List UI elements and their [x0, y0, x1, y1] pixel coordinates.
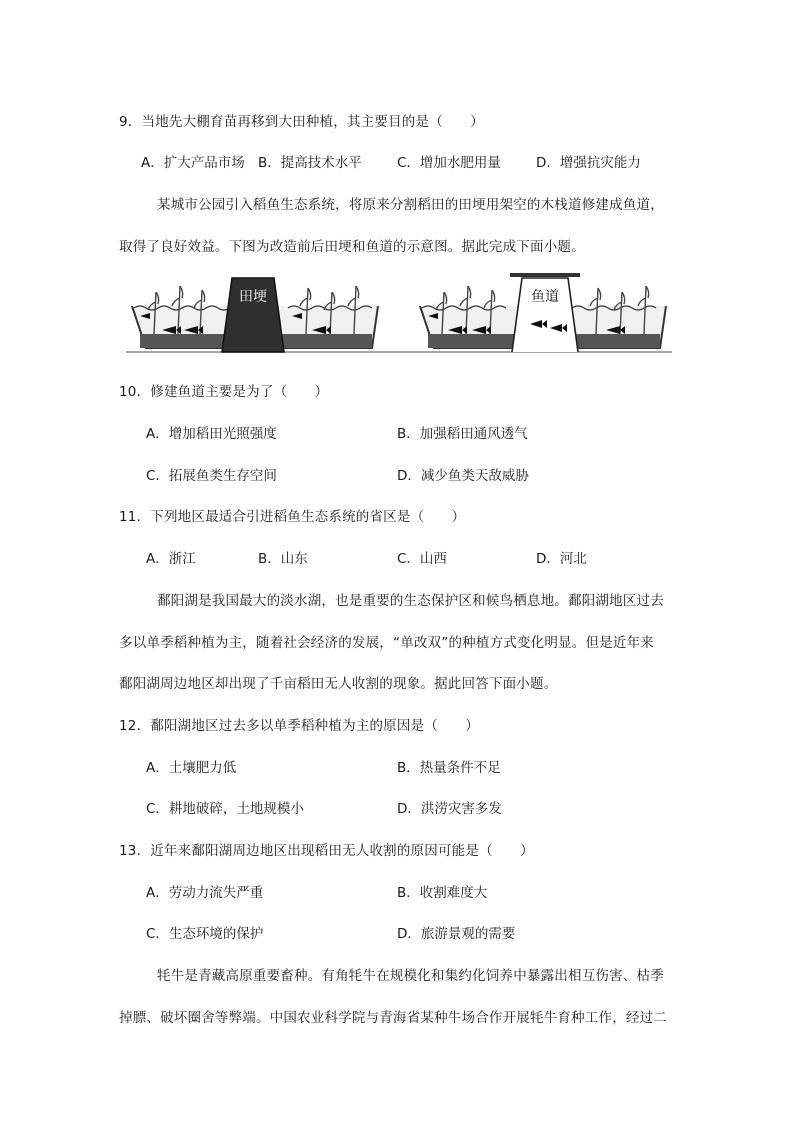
- q9-stem: 9．当地先大棚育苗再移到大田种植，其主要目的是（ ）: [119, 114, 484, 130]
- before-panel: [132, 278, 378, 352]
- passage2-line3: 鄱阳湖周边地区却出现了千亩稻田无人收割的现象。据此回答下面小题。: [119, 676, 558, 692]
- passage1-line2: 取得了良好效益。下图为改造前后田埂和鱼道的示意图。据此完成下面小题。: [119, 239, 585, 255]
- q13-option-a: A．劳动力流失严重: [146, 885, 264, 901]
- q13-option-c: C．生态环境的保护: [146, 926, 264, 942]
- q12-option-a: A．土壤肥力低: [146, 760, 237, 776]
- passage2-line1: 鄱阳湖是我国最大的淡水湖，也是重要的生态保护区和候鸟栖息地。鄱阳湖地区过去: [157, 593, 664, 609]
- q13-option-d: D．旅游景观的需要: [397, 926, 516, 942]
- q10-option-b: B．加强稻田通风透气: [397, 426, 528, 442]
- q11-option-a: A．浙江: [146, 551, 196, 567]
- q9-option-b: B．提高技术水平: [258, 155, 362, 171]
- q11-option-c: C．山西: [397, 551, 447, 567]
- q13-option-b: B．收割难度大: [397, 885, 488, 901]
- q10-option-a: A．增加稻田光照强度: [146, 426, 277, 442]
- q10-option-d: D．减少鱼类天敌威胁: [397, 468, 529, 484]
- after-panel: [420, 273, 666, 352]
- q12-option-b: B．热量条件不足: [397, 760, 501, 776]
- q12-option-d: D．洪涝灾害多发: [397, 801, 502, 817]
- boardwalk-deck: [510, 273, 580, 277]
- q9-option-c: C．增加水肥用量: [397, 155, 501, 171]
- q13-stem: 13．近年来鄱阳湖周边地区出现稻田无人收割的原因可能是（ ）: [119, 843, 534, 859]
- ridge-fishway-diagram: [126, 268, 672, 360]
- q12-option-c: C．耕地破碎，土地规模小: [146, 801, 304, 817]
- passage2-line2: 多以单季稻种植为主，随着社会经济的发展，“单改双”的种植方式变化明显。但是近年来: [119, 635, 654, 651]
- passage1-line1: 某城市公园引入稻鱼生态系统，将原来分割稻田的田埂用架空的木栈道修建成鱼道，: [157, 197, 664, 213]
- field-ridge-label: 田埂: [239, 289, 267, 305]
- q11-option-d: D．河北: [536, 551, 587, 567]
- passage3-line2: 掉膘、破坏圈舍等弊端。中国农业科学院与青海省某种牛场合作开展牦牛育种工作，经过二: [119, 1010, 667, 1026]
- q12-stem: 12．鄱阳湖地区过去多以单季稻种植为主的原因是（ ）: [119, 718, 480, 734]
- q10-stem: 10．修建鱼道主要是为了（ ）: [119, 384, 329, 400]
- q11-stem: 11．下列地区最适合引进稻鱼生态系统的省区是（ ）: [119, 509, 466, 525]
- q9-option-d: D．增强抗灾能力: [536, 155, 641, 171]
- passage3-line1: 牦牛是青藏高原重要畜种。有角牦牛在规模化和集约化饲养中暴露出相互伤害、枯季: [157, 968, 664, 984]
- q11-option-b: B．山东: [258, 551, 308, 567]
- q10-option-c: C．拓展鱼类生存空间: [146, 468, 277, 484]
- q9-option-a: A．扩大产品市场: [141, 155, 245, 171]
- fishway-label: 鱼道: [531, 289, 559, 305]
